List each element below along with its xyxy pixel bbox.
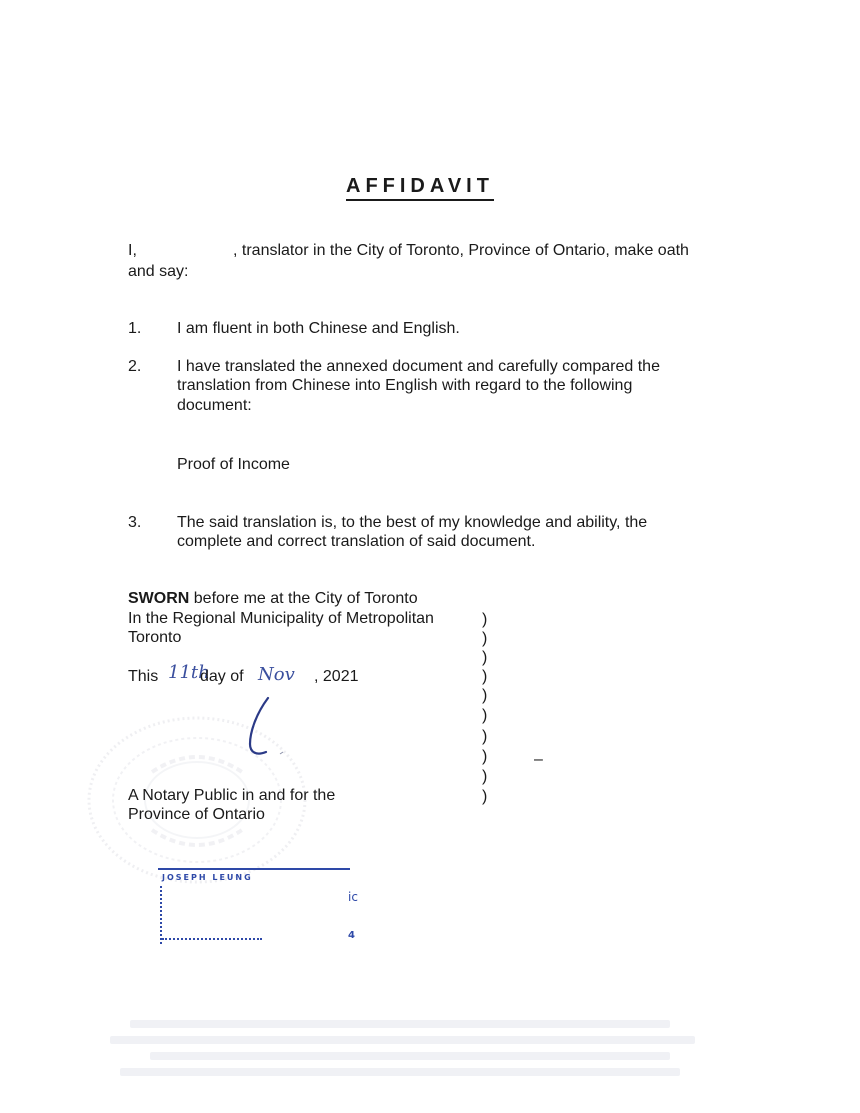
year-text: , 2021 — [314, 668, 359, 685]
faded-watermark-text — [110, 1012, 700, 1084]
notary-stamp — [150, 866, 365, 956]
stamp-bottom-rule — [162, 938, 262, 942]
item-number: 2. — [128, 358, 142, 375]
sworn-line1 — [128, 589, 418, 608]
paren: ) — [482, 687, 488, 704]
document-name: Proof of Income — [177, 456, 290, 473]
item-text: complete and correct translation of said document. — [177, 533, 536, 550]
paren: ) — [482, 707, 488, 724]
item-text: translation from Chinese into English with regard to the following — [177, 377, 633, 394]
paren: ) — [482, 788, 488, 805]
paren: ) — [482, 748, 488, 765]
stamp-top-rule — [158, 868, 350, 870]
stamp-name: JOSEPH LEUNG — [162, 873, 253, 882]
intro-prefix: I, — [128, 242, 137, 259]
item-text: The said translation is, to the best of my knowledge and ability, the — [177, 514, 648, 531]
this-word: This — [128, 668, 159, 685]
stamp-right-bottom: 4 — [348, 930, 355, 941]
paren: ) — [482, 728, 488, 745]
handwritten-month: Nov — [258, 664, 295, 685]
document-title: AFFIDAVIT — [346, 175, 494, 201]
stamp-right-top: ic — [348, 890, 358, 904]
signature-icon — [236, 692, 286, 762]
paren: ) — [482, 768, 488, 785]
paren: ) — [482, 668, 488, 685]
intro-line2: and say: — [128, 263, 189, 280]
dash-mark: – — [534, 751, 543, 768]
item-text: I have translated the annexed document and carefully compared the — [177, 358, 660, 375]
sworn-bold: SWORN — [128, 590, 190, 607]
handwritten-day: 11th — [168, 662, 210, 683]
item-number: 1. — [128, 320, 142, 337]
item-number: 3. — [128, 514, 142, 531]
stamp-left-rule — [160, 886, 164, 944]
notary-line1: A Notary Public in and for the — [128, 787, 336, 804]
sworn-line3: Toronto — [128, 629, 182, 646]
sworn-rest: before me at the City of Toronto — [189, 590, 418, 607]
sworn-line2: In the Regional Municipality of Metropolitan — [128, 610, 434, 627]
paren: ) — [482, 649, 488, 666]
paren: ) — [482, 630, 488, 647]
notary-line2: Province of Ontario — [128, 806, 265, 823]
intro-text: , translator in the City of Toronto, Province of Ontario, make oath — [233, 242, 689, 259]
day-of-text: day of — [200, 668, 244, 685]
item-text: document: — [177, 397, 252, 414]
item-text: I am fluent in both Chinese and English. — [177, 320, 460, 337]
paren: ) — [482, 611, 488, 628]
